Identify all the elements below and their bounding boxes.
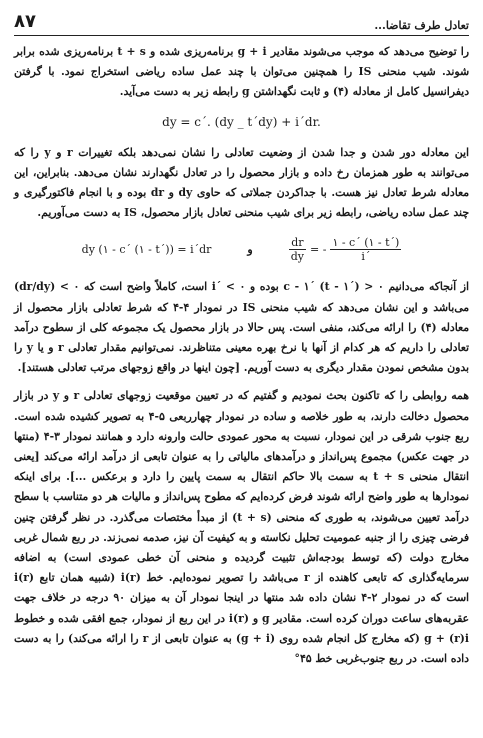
paragraph-1: را توضیح می‌دهد که موجب می‌شوند مقادیر g + i برنامه‌ریزی شده و t + s برنامه‌ریزی شده برابر شوند. شیب منحنی IS را همچنین می‌توان با چند عمل ساده ریاضی استخراج نمود. با گرفتن دیفرانسیل کامل از معادله (۴) و ثابت نگهداشتن g رابطه زیر به دست می‌آید.: [14, 45, 470, 99]
equation-factored: dy (۱ - c´ (۱ - t´)) = i´dr: [81, 242, 212, 256]
equation-slope-fraction: [289, 236, 402, 263]
equation-conjunction: و: [247, 242, 253, 256]
paragraph-4: همه روابطی را که تاکنون بحث نمودیم و گفتیم که در تعیین موقعیت زوجهای تعادلی r و y در بازار محصول دخالت دارند، به طور خلاصه و ساده در نمودار چهارربعی ۵-۴ به تصویر کشیده شده است. ربع جنوب شرقی در این نمودار، نسبت به محور عمودی حالت وارونه دارد و همانند نمودار ۳-۴ (منتها در جهت عکس) مجموع پس‌انداز و درآمدهای مالیاتی را به عنوان تابعی از درآمد ارائه می‌کند [یعنی انتقال منحنی t + s به سمت بالا حاکم انتقال به سمت پایین را دارد و برعکس ...]. برای اینکه نمودارها به طور واضح ارائه شوند فرض کرده‌ایم که مطوح پس‌انداز و مالیات هر دو متناسب با سطح درآمد تعیین می‌شوند، به طوری که منحنی (t + s) از مبدأ مختصات می‌گذرد. در نظر گرفتن چنین فرضی چیزی را از جنبه عمومیت تحلیل نکاسته و به کیفیت آن نیز، صدمه نمی‌زند. در ربع شمال غربی مخارج دولت (که توسط بودجه‌اش تثبیت گردیده و منحنی آن خطی عمودی است) به اضافه سرمایه‌گذاری که تابعی کاهنده از r می‌باشد را تصویر نموده‌ایم. خط (r)i (شبیه همان تابع (r)i است که در نمودار ۲-۴ نشان داده شد منتها در اینجا نمودار آن به میزان ۹۰ درجه در خلاف جهت عقربه‌های ساعت دوران کرده است. مقادیر g و (r)i در این ربع از نمودار، جمع افقی شده و خطوط g + (r)i (که مخارج کل انجام شده روی (g + i) به عنوان تابعی از r را ارائه می‌کند) را به دست داده است. در ربع جنوب‌غربی خط ۴۵°: [14, 389, 470, 666]
paragraph-3: از آنجاکه می‌دانیم ۰ < (´t - ۱) ´c - ۱ بوده و ۰ > ´i است، کاملاً واضح است که ۰ > (dr/dy) می‌باشد و این نشان می‌دهد که شیب منحنی IS در نمودار ۴-۴ که شرط تعادلی بازار محصول از معادله (۴) را ارائه می‌کند، منفی است. پس حالا در بازار محصول یک مجموعه کلی از سطوح درآمد تعادلی را داریم که هر کدام از آنها با نرخ بهره معینی متناظرند. نمی‌توانیم مقدار تعادلی r و یا y را بدون مشخص نمودن مقدار دیگری به دست آوریم. [چون اینها در واقع زوجهای مرتب تعادلی هستند].: [14, 280, 469, 375]
slope-lhs-fraction: [289, 236, 306, 263]
page-header: [14, 10, 469, 36]
equation-total-differential: dy = c´. (dy _ t´dy) + i´dr.: [162, 114, 321, 129]
paragraph-2: این معادله دور شدن و جدا شدن از وضعیت تعادلی را نشان نمی‌دهد بلکه تغییرات r و y را که می‌توانند به طور همزمان رخ داده و بازار محصول را در تعادل نگهدارند نشان می‌دهد. بنابراین، این معادله شرط تعادل نیز هست. با جداکردن جملاتی که حاوی dy و dr بوده و با انجام فاکتورگیری و چند عمل ساده ریاضی، رابطه زیر برای شیب منحنی تعادل بازار محصول، IS به دست می‌آوریم.: [14, 145, 469, 220]
slope-lhs-denominator: dy: [290, 249, 304, 263]
equation-row-slope: [14, 229, 469, 269]
equals-sign: = -: [310, 242, 327, 256]
page-number: ۸۷: [14, 11, 36, 32]
slope-rhs-numerator: ۱ - c´ (۱ - t´): [332, 235, 400, 249]
slope-rhs-denominator: i´: [361, 249, 371, 263]
running-title: تعادل طرف تقاضا...: [374, 19, 469, 32]
slope-rhs-fraction: [330, 236, 401, 263]
slope-lhs-numerator: dr: [291, 235, 304, 249]
